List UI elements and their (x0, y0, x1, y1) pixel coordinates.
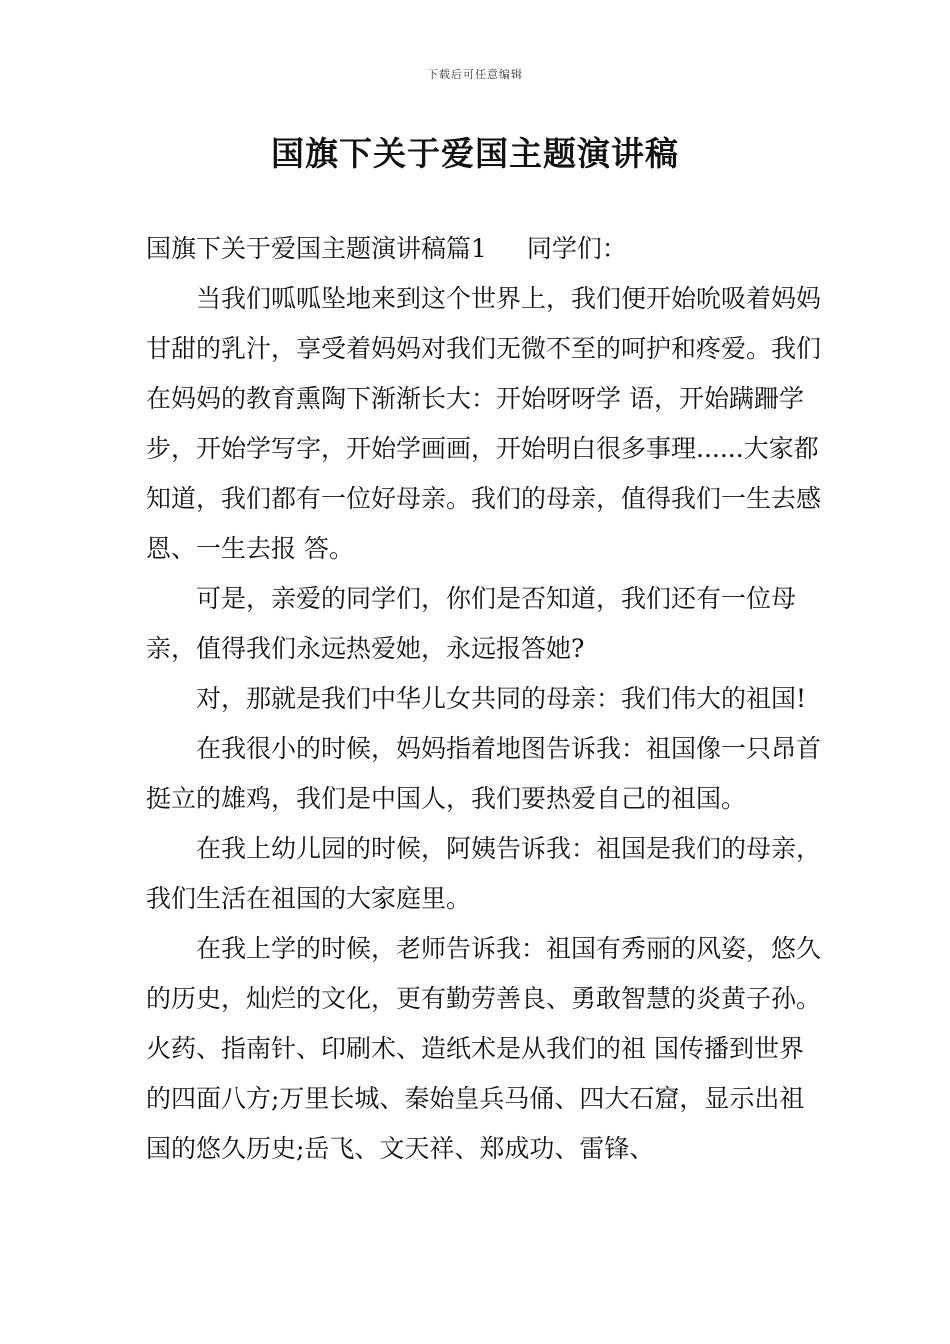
paragraph-2: 可是，亲爱的同学们，你们是否知道，我们还有一位母亲，值得我们永远热爱她，永远报答她? (146, 584, 797, 663)
salutation: 同学们： (526, 234, 627, 263)
intro-heading: 国旗下关于爱国主题演讲稿篇1 (146, 234, 487, 263)
document-title: 国旗下关于爱国主题演讲稿 (271, 134, 679, 173)
paragraph-1: 当我们呱呱坠地来到这个世界上，我们便开始吮吸着妈妈甘甜的乳汁，享受着妈妈对我们无微不至的呵护和疼爱。我们在妈妈的教育熏陶下渐渐长大：开始呀呀学 语，开始蹒跚学步，开始学写字，开始学画画，开始明白很多事理......大家都知道，我们都有一位好母亲。我们的母亲，值得我们一生去感恩、一生去报 答。 (146, 284, 822, 563)
document-body (146, 224, 826, 1174)
paragraph-3: 对，那就是我们中华儿女共同的母亲：我们伟大的祖国! (196, 684, 807, 713)
paragraph-6: 在我上学的时候，老师告诉我：祖国有秀丽的风姿，悠久的历史，灿烂的文化，更有勤劳善良、勇敢智慧的炎黄子孙。火药、指南针、印刷术、造纸术是从我们的祖 国传播到世界的四面八方;万里长城、秦始皇兵马俑、四大石窟，显示出祖国的悠久历史;岳飞、文天祥、郑成功、雷锋、 (146, 934, 822, 1163)
paragraph-5: 在我上幼儿园的时候，阿姨告诉我：祖国是我们的母亲，我们生活在祖国的大家庭里。 (146, 834, 822, 913)
intro-line (146, 224, 826, 274)
paragraph-4: 在我很小的时候，妈妈指着地图告诉我：祖国像一只昂首挺立的雄鸡，我们是中国人，我们要热爱自己的祖国。 (146, 734, 822, 813)
page-header-note: 下载后可任意编辑 (427, 68, 523, 81)
